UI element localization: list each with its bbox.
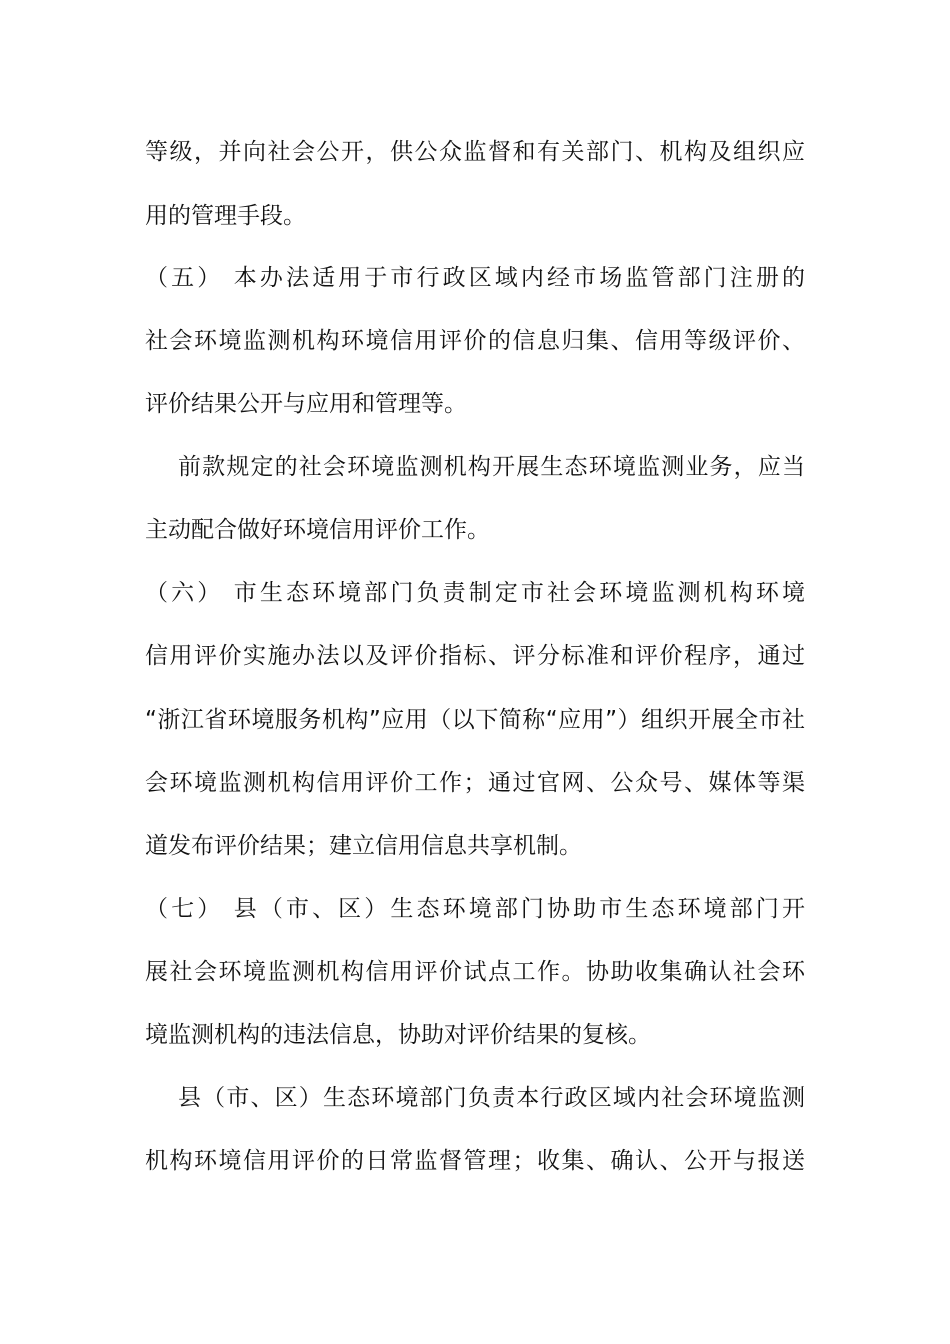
text-line: 境监测机构的违法信息，协助对评价结果的复核。	[145, 1022, 651, 1048]
text-line: 道发布评价结果；建立信用信息共享机制。	[145, 833, 582, 859]
text-line: 机构环境信用评价的日常监督管理；收集、确认、公开与报送	[145, 1148, 805, 1174]
text-line: 用的管理手段。	[145, 203, 306, 229]
text-line: “浙江省环境服务机构”应用（以下简称“应用”）组织开展全市社	[145, 707, 805, 733]
text-line: 展社会环境监测机构信用评价试点工作。协助收集确认社会环	[145, 959, 805, 985]
text-line: 主动配合做好环境信用评价工作。	[145, 517, 490, 543]
text-line: 会环境监测机构信用评价工作；通过官网、公众号、媒体等渠	[145, 770, 805, 796]
paragraph-start: 县（市、区）生态环境部门负责本行政区域内社会环境监测	[178, 1085, 805, 1111]
text-line: 评价结果公开与应用和管理等。	[145, 391, 467, 417]
paragraph-seven-start: （七） 县（市、区）生态环境部门协助市生态环境部门开	[145, 896, 805, 922]
paragraph-six-start: （六） 市生态环境部门负责制定市社会环境监测机构环境	[145, 580, 805, 606]
text-line: 等级，并向社会公开，供公众监督和有关部门、机构及组织应	[145, 139, 805, 165]
text-line: 社会环境监测机构环境信用评价的信息归集、信用等级评价、	[145, 328, 805, 354]
paragraph-start: 前款规定的社会环境监测机构开展生态环境监测业务，应当	[178, 454, 805, 480]
text-line: 信用评价实施办法以及评价指标、评分标准和评价程序，通过	[145, 643, 805, 669]
paragraph-five-start: （五） 本办法适用于市行政区域内经市场监管部门注册的	[145, 265, 805, 291]
